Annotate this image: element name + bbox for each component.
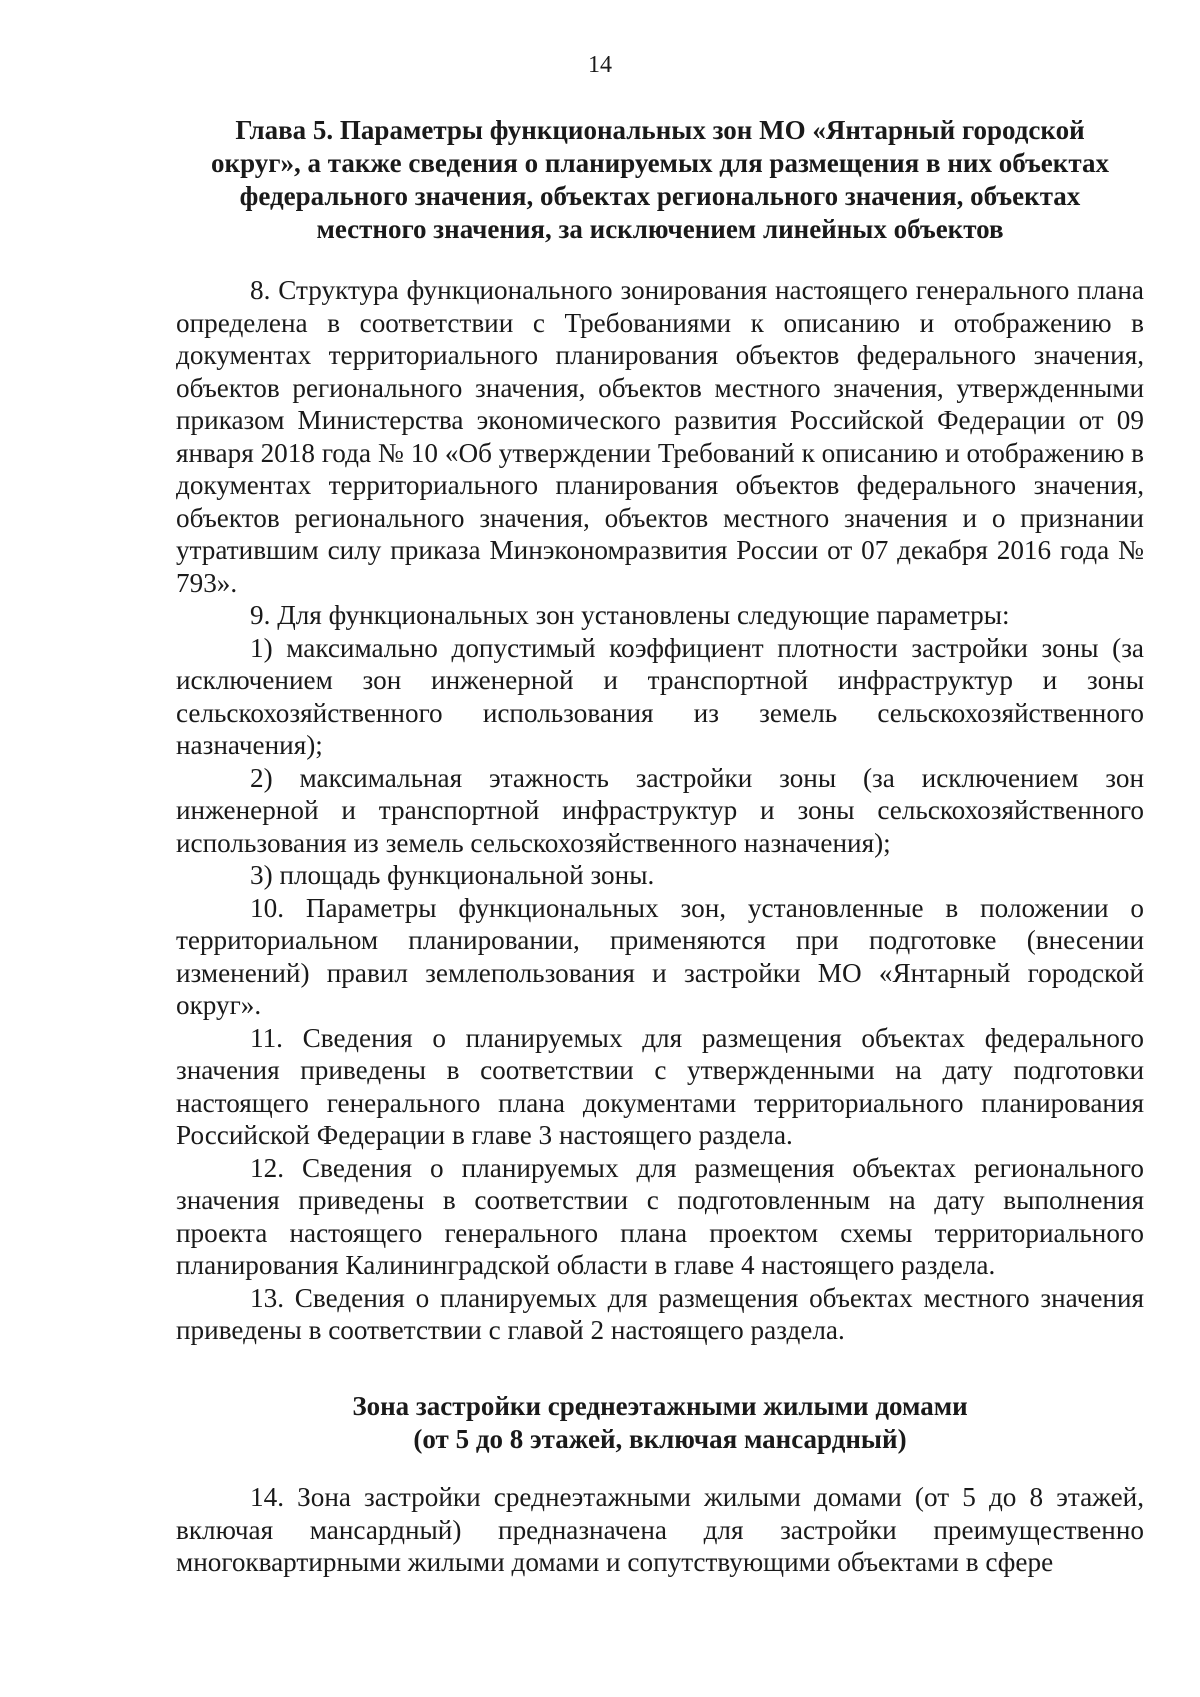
- list-item-3: 3) площадь функциональной зоны.: [250, 860, 655, 890]
- paragraph-12: 12. Сведения о планируемых для размещения объектах регионального значения приведены в соответствии с подготовленным на дату выполнения проекта настоящего генерального плана проектом схемы территориального планирования Калининградской области в главе 4 настоящего раздела.: [176, 1152, 1144, 1280]
- zone-heading-line: (от 5 до 8 этажей, включая мансардный): [413, 1424, 907, 1454]
- paragraph-14: 14. Зона застройки среднеэтажными жилыми домами (от 5 до 8 этажей, включая мансардный) предназначена для застройки преимущественно многоквартирными жилыми домами и сопутствующими объектами в сфере: [176, 1482, 1144, 1577]
- zone-heading-line: Зона застройки среднеэтажными жилыми домами: [352, 1391, 968, 1421]
- page-number: 14: [588, 52, 612, 78]
- list-item-1: 1) максимально допустимый коэффициент плотности застройки зоны (за исключением зон инженерной и транспортной инфраструктур и зоны сельскохозяйственного использования из земель сельскохозяйственного назначения);: [176, 632, 1144, 760]
- paragraph-9: 9. Для функциональных зон установлены следующие параметры:: [250, 600, 1010, 630]
- paragraph-8: 8. Структура функционального зонирования настоящего генерального плана определена в соответствии с Требованиями к описанию и отображению в документах территориального планирования объектов федерального значения, объектов регионального значения, объектов местного значения, утвержденными приказом Министерства экономического развития Российской Федерации от 09 января 2018 года № 10 «Об утверждении Требований к описанию и отображению в документах территориального планирования объектов федерального значения, объектов регионального значения, объектов местного значения и о признании утратившим силу приказа Минэкономразвития России от 07 декабря 2016 года № 793».: [176, 275, 1144, 598]
- paragraph-13: 13. Сведения о планируемых для размещения объектах местного значения приведены в соответствии с главой 2 настоящего раздела.: [176, 1282, 1144, 1345]
- chapter-heading-line: Глава 5. Параметры функциональных зон МО «Янтарный городской: [235, 115, 1085, 145]
- chapter-heading: [170, 114, 1150, 246]
- paragraph-11: 11. Сведения о планируемых для размещения объектах федерального значения приведены в соответствии с утвержденными на дату подготовки настоящего генерального плана документами территориального планирования Российской Федерации в главе 3 настоящего раздела.: [176, 1022, 1144, 1150]
- body-text: [176, 274, 1144, 1347]
- zone-heading: [170, 1390, 1150, 1456]
- chapter-heading-line: местного значения, за исключением линейных объектов: [316, 214, 1004, 244]
- zone-body-text: [176, 1481, 1144, 1579]
- chapter-heading-line: округ», а также сведения о планируемых для размещения в них объектах: [211, 148, 1109, 178]
- list-item-2: 2) максимальная этажность застройки зоны (за исключением зон инженерной и транспортной инфраструктур и зоны сельскохозяйственного использования из земель сельскохозяйственного назначения);: [176, 762, 1144, 858]
- paragraph-10: 10. Параметры функциональных зон, установленные в положении о территориальном планировании, применяются при подготовке (внесении изменений) правил землепользования и застройки МО «Янтарный городской округ».: [176, 892, 1144, 1020]
- chapter-heading-line: федерального значения, объектах регионального значения, объектах: [239, 181, 1081, 211]
